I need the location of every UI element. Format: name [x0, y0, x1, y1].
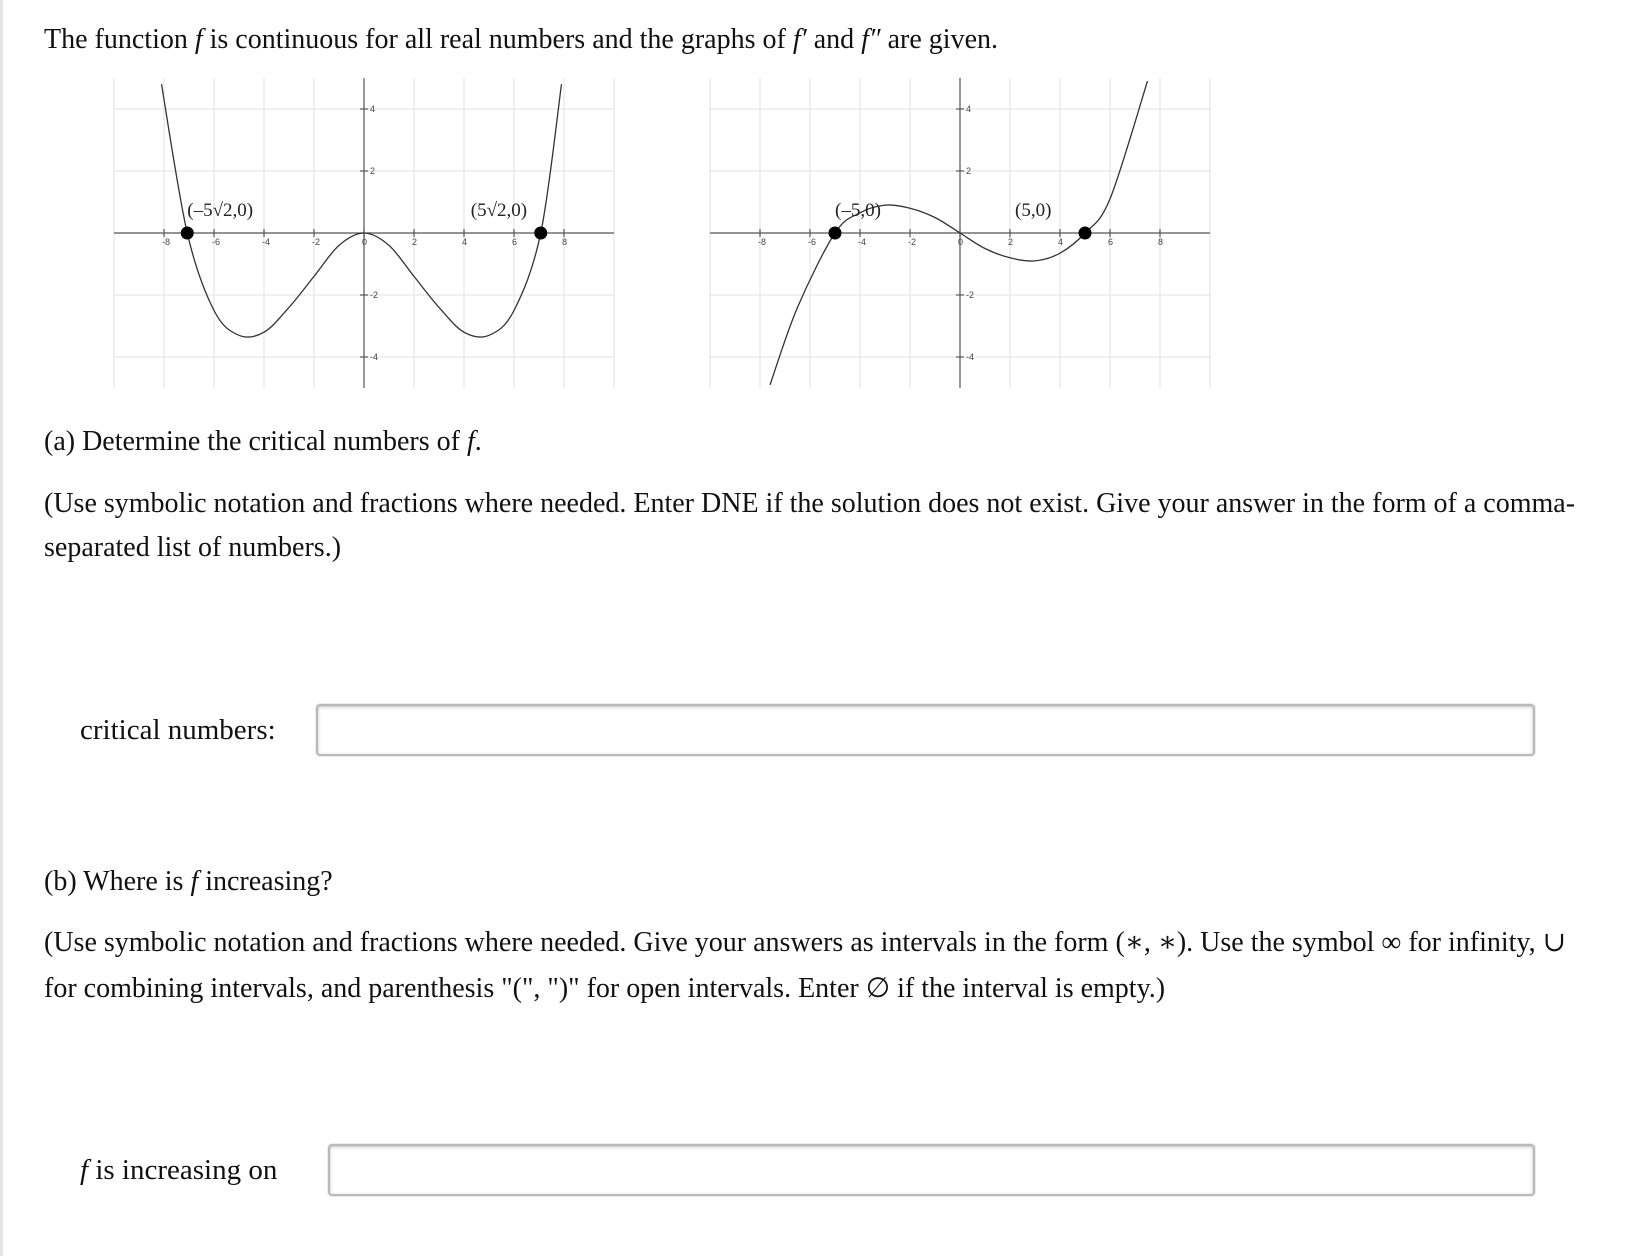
problem-statement	[44, 18, 998, 61]
part-b-var-f: f	[190, 866, 199, 897]
point-label: (5√2,0)	[470, 200, 528, 221]
part-a-instructions: (Use symbolic notation and fractions where needed. Enter DNE if the solution does not exist. Give your answer in the form of a comma-separated list of numbers.)	[44, 488, 1576, 563]
y-tick-label: -4	[966, 352, 975, 362]
y-tick-label: 2	[370, 166, 376, 176]
increasing-interval-input[interactable]	[328, 1144, 1535, 1196]
point-label: (–5,0)	[835, 200, 881, 221]
part-a-question	[44, 420, 482, 463]
point-marker	[534, 227, 547, 240]
part-b-instructions: (Use symbolic notation and fractions where needed. Give your answers as intervals in the form (∗, ∗). Use the symbol ∞ for infinity, ∪ for combining intervals, and parenthesis "(", ")" for open intervals. Enter ∅ if the interval is empty.)	[44, 927, 1567, 1004]
x-tick-label: -4	[262, 237, 271, 247]
intro-text-4: are given.	[880, 24, 998, 55]
intro-var-fdoubleprime: f″	[861, 24, 881, 55]
x-tick-label: 4	[1058, 237, 1064, 247]
increasing-label	[80, 1154, 277, 1187]
page-left-border	[0, 0, 3, 1256]
x-tick-label: 8	[1158, 237, 1164, 247]
y-tick-label: 2	[966, 166, 972, 176]
intro-text-3: and	[806, 24, 862, 55]
point-label: (–5√2,0)	[187, 200, 254, 221]
graph-f-double-prime	[710, 78, 1210, 388]
x-tick-label: -2	[908, 237, 917, 247]
intro-text-1: The function	[44, 24, 195, 55]
point-marker	[829, 227, 842, 240]
increasing-label-var-f: f	[80, 1154, 89, 1186]
critical-numbers-input[interactable]	[316, 704, 1535, 756]
intro-var-f: f	[194, 24, 203, 55]
x-tick-label: -6	[212, 237, 221, 247]
x-tick-label: -8	[758, 237, 767, 247]
x-tick-label: 0	[362, 237, 368, 247]
x-tick-label: -2	[312, 237, 321, 247]
x-tick-label: 6	[1108, 237, 1114, 247]
x-tick-label: 2	[1008, 237, 1014, 247]
intro-text-2: is continuous for all real numbers and the graphs of	[202, 24, 793, 55]
part-a-question-text: (a) Determine the critical numbers of	[44, 426, 467, 457]
point-label: (5,0)	[1015, 200, 1052, 221]
y-tick-label: 4	[966, 104, 972, 114]
x-tick-label: 0	[958, 237, 964, 247]
intro-var-fprime: f′	[792, 24, 807, 55]
part-b-question-end: increasing?	[198, 866, 333, 897]
x-tick-label: 2	[412, 237, 418, 247]
x-tick-label: 6	[512, 237, 518, 247]
increasing-label-text: is increasing on	[88, 1154, 278, 1186]
point-marker	[1079, 227, 1092, 240]
y-tick-label: 4	[370, 104, 376, 114]
x-tick-label: -4	[858, 237, 867, 247]
point-marker	[181, 227, 194, 240]
y-tick-label: -2	[370, 290, 379, 300]
y-tick-label: -4	[370, 352, 379, 362]
x-tick-label: -6	[808, 237, 817, 247]
critical-numbers-label: critical numbers:	[80, 714, 276, 746]
part-b-question	[44, 860, 333, 903]
part-a-var-f: f	[466, 426, 475, 457]
x-tick-label: -8	[162, 237, 171, 247]
x-tick-label: 8	[562, 237, 568, 247]
part-b-question-text: (b) Where is	[44, 866, 191, 897]
y-tick-label: -2	[966, 290, 975, 300]
x-tick-label: 4	[462, 237, 468, 247]
graph-f-prime	[114, 78, 614, 388]
part-a-question-end: .	[474, 426, 482, 457]
